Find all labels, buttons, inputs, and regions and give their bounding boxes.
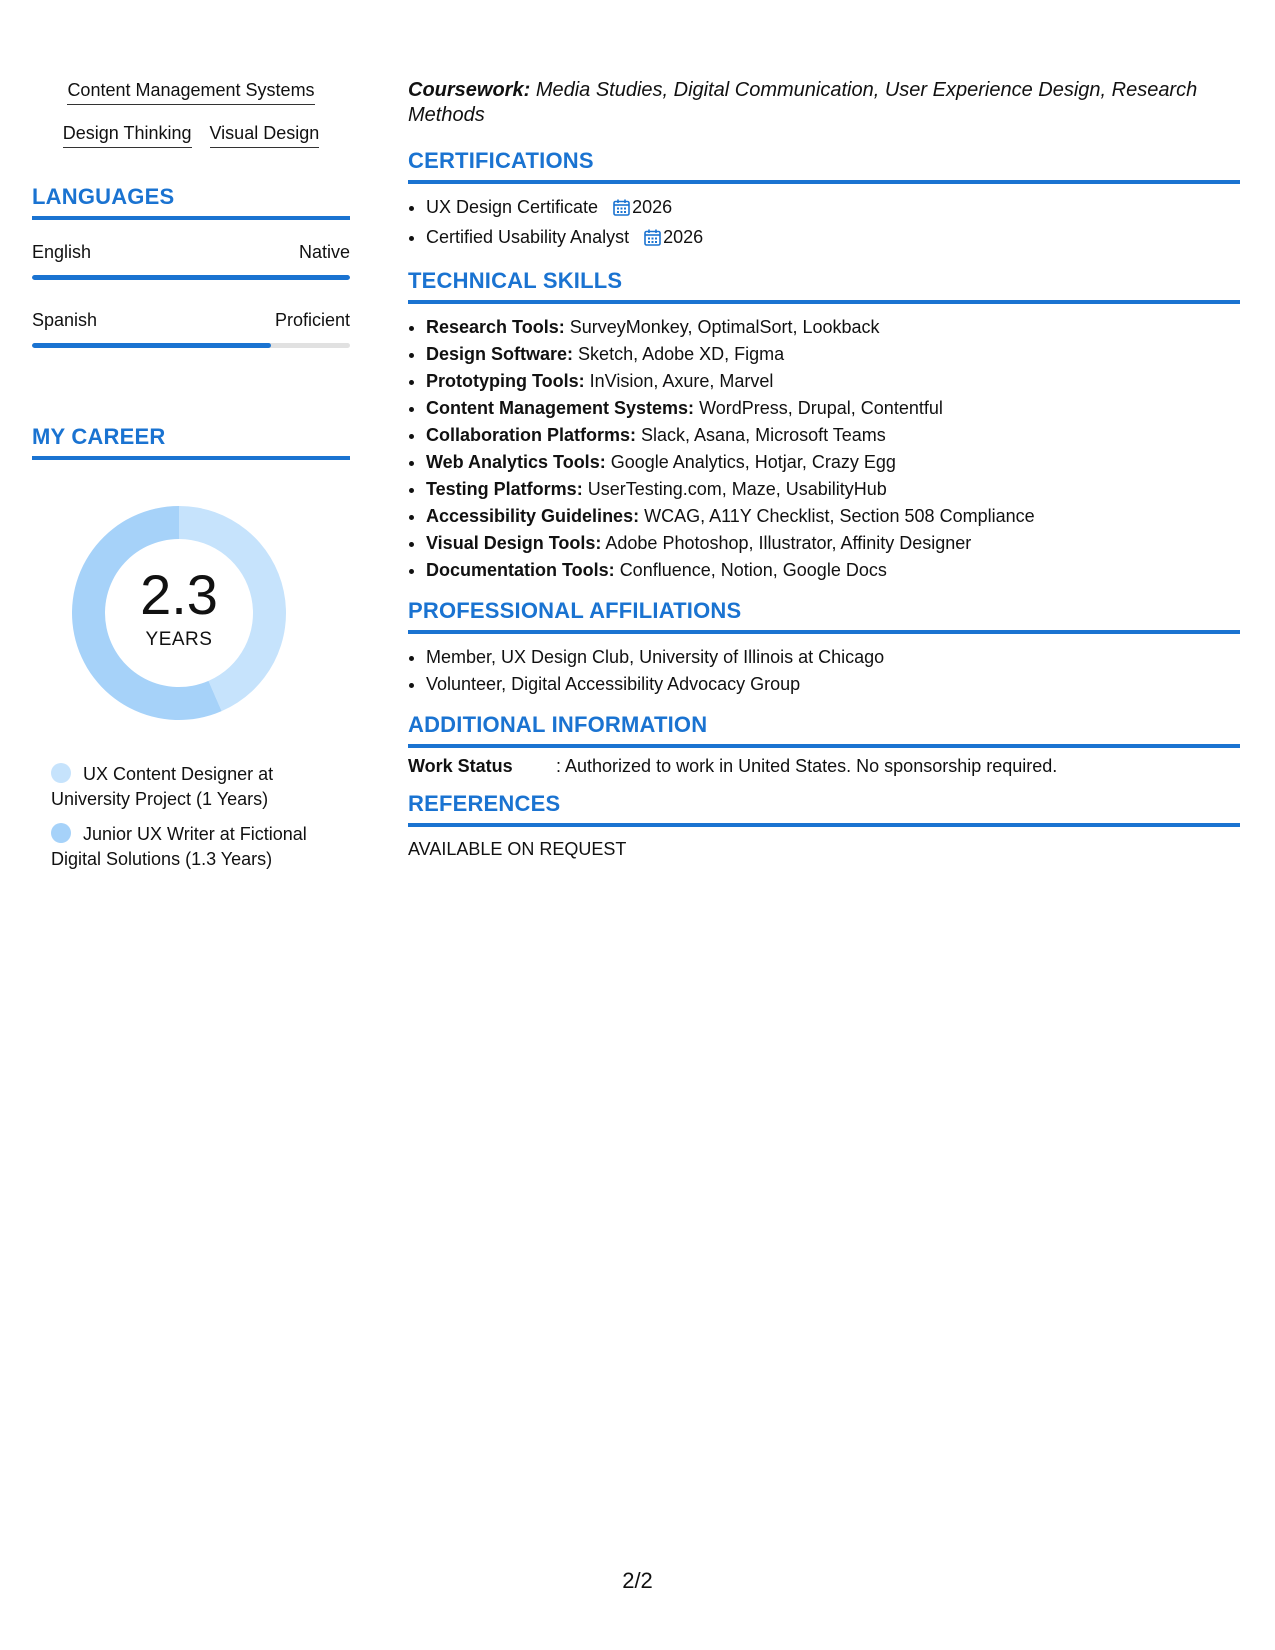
coursework-label: Coursework: bbox=[408, 79, 531, 101]
skill-value: Confluence, Notion, Google Docs bbox=[619, 560, 887, 580]
skill-tag: Content Management Systems bbox=[67, 80, 314, 105]
skill-label: Visual Design Tools: bbox=[426, 533, 602, 553]
additional-info-heading: ADDITIONAL INFORMATION bbox=[408, 712, 1240, 748]
skill-label: Collaboration Platforms: bbox=[426, 425, 637, 445]
skill-item bbox=[426, 314, 1240, 341]
skill-value: Slack, Asana, Microsoft Teams bbox=[641, 425, 886, 445]
skill-item bbox=[426, 476, 1240, 503]
skill-item bbox=[426, 557, 1240, 584]
language-bar-fill bbox=[32, 275, 350, 280]
left-column bbox=[32, 80, 350, 882]
skill-value: WCAG, A11Y Checklist, Section 508 Compliance bbox=[644, 506, 1035, 526]
language-name: Spanish bbox=[32, 310, 98, 330]
language-bar-track bbox=[32, 275, 350, 280]
technical-skills-section bbox=[408, 268, 1240, 584]
affiliations-list bbox=[408, 644, 1240, 698]
technical-skills-heading: TECHNICAL SKILLS bbox=[408, 268, 1240, 304]
career-total-value: 2.3 bbox=[140, 563, 218, 626]
work-status-label: Work Status bbox=[408, 756, 513, 776]
technical-skills-list bbox=[408, 314, 1240, 584]
skill-value: WordPress, Drupal, Contentful bbox=[699, 398, 943, 418]
language-bar-track bbox=[32, 343, 350, 348]
skill-tags-row bbox=[32, 80, 350, 105]
affiliations-section bbox=[408, 598, 1240, 698]
calendar-icon bbox=[613, 197, 630, 224]
skill-value: InVision, Axure, Marvel bbox=[589, 371, 774, 391]
skill-label: Research Tools: bbox=[426, 317, 565, 337]
language-bar-fill bbox=[32, 343, 271, 348]
languages-heading: LANGUAGES bbox=[32, 184, 350, 220]
skill-label: Testing Platforms: bbox=[426, 479, 583, 499]
skill-label: Prototyping Tools: bbox=[426, 371, 585, 391]
legend-dot bbox=[51, 823, 71, 843]
certifications-heading: CERTIFICATIONS bbox=[408, 148, 1240, 184]
skill-item bbox=[426, 530, 1240, 557]
career-heading: MY CAREER bbox=[32, 424, 350, 460]
skill-label: Design Software: bbox=[426, 344, 574, 364]
references-heading: REFERENCES bbox=[408, 791, 1240, 827]
skill-item bbox=[426, 341, 1240, 368]
affiliation-item: • Member, UX Design Club, University of Illinois at Chicago bbox=[426, 644, 1240, 671]
skill-item bbox=[426, 395, 1240, 422]
language-name: English bbox=[32, 242, 92, 262]
work-status-value: : Authorized to work in United States. No sponsorship required. bbox=[556, 756, 1058, 776]
skill-item bbox=[426, 422, 1240, 449]
right-column bbox=[408, 78, 1240, 874]
certification-name: Certified Usability Analyst bbox=[426, 227, 630, 247]
career-legend-item bbox=[51, 822, 350, 872]
skill-tag: Design Thinking bbox=[63, 123, 192, 148]
skill-value: UserTesting.com, Maze, UsabilityHub bbox=[587, 479, 887, 499]
additional-info-section bbox=[408, 712, 1240, 777]
skill-label: Accessibility Guidelines: bbox=[426, 506, 640, 526]
skill-value: SurveyMonkey, OptimalSort, Lookback bbox=[569, 317, 880, 337]
language-level: Proficient bbox=[274, 310, 350, 330]
career-legend bbox=[32, 762, 350, 872]
career-role-label: UX Content Designer at University Project (1 Years) bbox=[51, 764, 274, 809]
coursework bbox=[408, 78, 1240, 128]
language-level: Native bbox=[298, 242, 350, 262]
certification-item bbox=[426, 194, 1240, 224]
certifications-list bbox=[408, 194, 1240, 254]
career-role-label: Junior UX Writer at Fictional Digital Solutions (1.3 Years) bbox=[51, 824, 307, 869]
skill-item bbox=[426, 503, 1240, 530]
skill-value: Adobe Photoshop, Illustrator, Affinity Designer bbox=[605, 533, 972, 553]
skill-value: Sketch, Adobe XD, Figma bbox=[578, 344, 785, 364]
skill-value: Google Analytics, Hotjar, Crazy Egg bbox=[610, 452, 896, 472]
certification-name: UX Design Certificate bbox=[426, 197, 599, 217]
skill-item bbox=[426, 449, 1240, 476]
affiliations-heading: PROFESSIONAL AFFILIATIONS bbox=[408, 598, 1240, 634]
calendar-icon bbox=[644, 227, 661, 254]
skill-tags-row bbox=[32, 123, 350, 148]
skill-label: Web Analytics Tools: bbox=[426, 452, 606, 472]
career-legend-item bbox=[51, 762, 350, 812]
certifications-section bbox=[408, 148, 1240, 254]
skill-tag: Visual Design bbox=[210, 123, 320, 148]
legend-dot bbox=[51, 763, 71, 783]
work-status-row bbox=[408, 756, 1240, 777]
references-text: AVAILABLE ON REQUEST bbox=[408, 839, 627, 859]
references-section bbox=[408, 791, 1240, 860]
page-number: 2/2 bbox=[622, 1568, 653, 1593]
coursework-text: Media Studies, Digital Communication, User Experience Design, Research Methods bbox=[408, 79, 1198, 126]
career-total-unit: YEARS bbox=[145, 629, 213, 650]
language-row bbox=[32, 310, 350, 348]
language-row bbox=[32, 242, 350, 280]
certification-item bbox=[426, 224, 1240, 254]
skill-item bbox=[426, 368, 1240, 395]
certification-year: 2026 bbox=[632, 197, 673, 217]
skill-label: Content Management Systems: bbox=[426, 398, 695, 418]
certification-year: 2026 bbox=[663, 227, 704, 247]
skill-label: Documentation Tools: bbox=[426, 560, 615, 580]
affiliation-item: • Volunteer, Digital Accessibility Advocacy Group bbox=[426, 671, 1240, 698]
career-donut-chart bbox=[66, 500, 292, 726]
